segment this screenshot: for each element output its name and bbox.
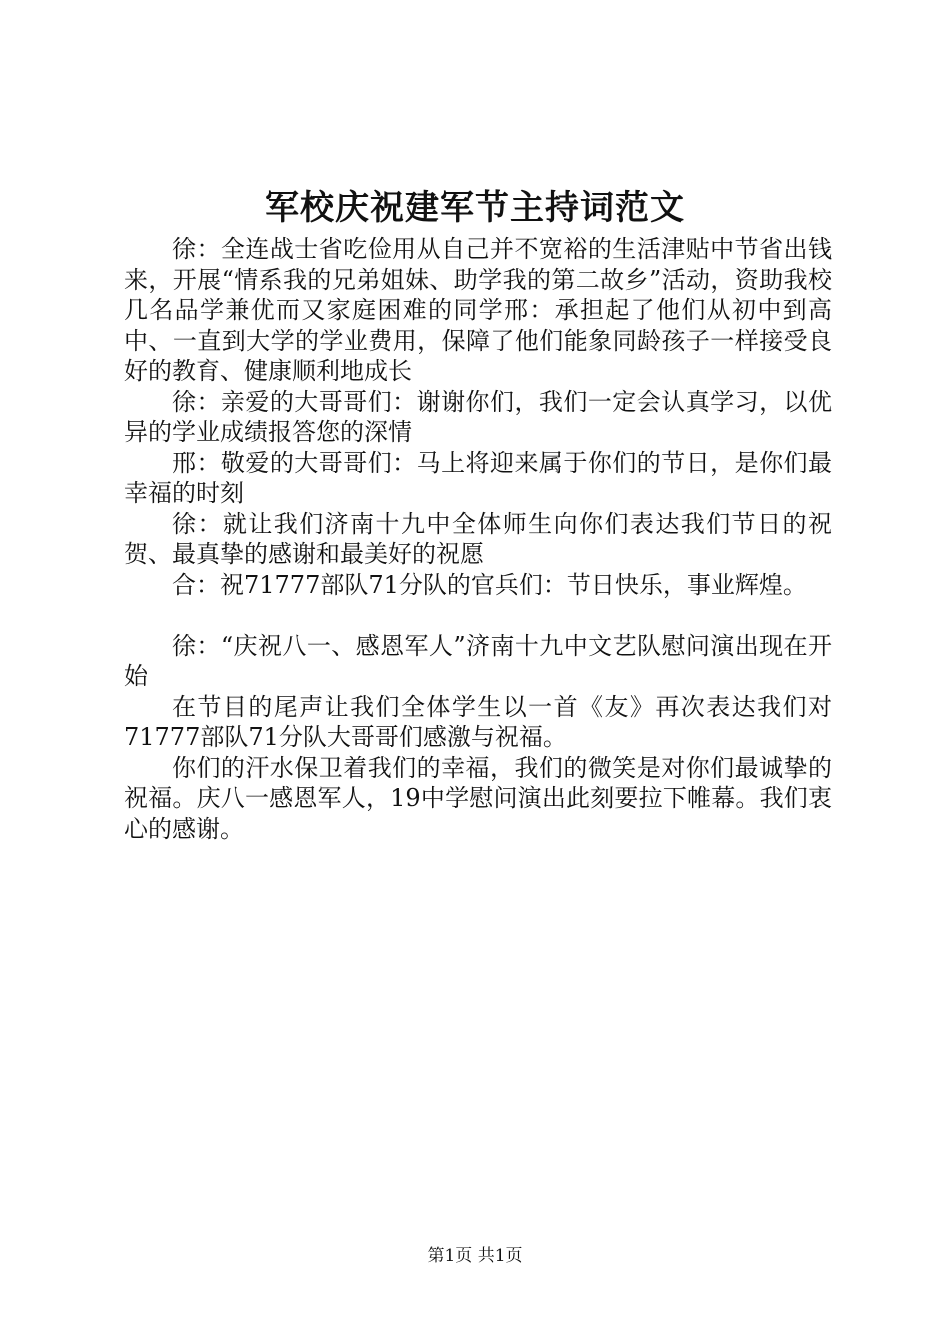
document-title: 军校庆祝建军节主持词范文 [265,188,685,228]
paragraph-2: 徐：亲爱的大哥哥们：谢谢你们，我们一定会认真学习，以优异的学业成绩报答您的深情 [124,387,832,446]
paragraph-3: 邢：敬爱的大哥哥们：马上将迎来属于你们的节日，是你们最幸福的时刻 [124,448,832,507]
paragraph-spacer [124,600,832,631]
paragraph-8: 你们的汗水保卫着我们的幸福，我们的微笑是对你们最诚挚的祝福。庆八一感恩军人，19中学慰问演出此刻要拉下帷幕。我们衷心的感谢。 [124,753,832,843]
paragraph-5: 合：祝71777部队71分队的官兵们：节日快乐，事业辉煌。 [172,570,807,599]
page-footer: 第1页 共1页 [427,1246,523,1266]
paragraph-4: 徐：就让我们济南十九中全体师生向你们表达我们节日的祝贺、最真挚的感谢和最美好的祝愿 [124,509,832,568]
paragraph-1: 徐：全连战士省吃俭用从自己并不宽裕的生活津贴中节省出钱来，开展“情系我的兄弟姐妹、助学我的第二故乡”活动，资助我校几名品学兼优而又家庭困难的同学邢：承担起了他们从初中到高中、一直到大学的学业费用，保障了他们能象同龄孩子一样接受良好的教育、健康顺利地成长 [124,235,832,385]
document-body [124,234,832,844]
paragraph-7: 在节目的尾声让我们全体学生以一首《友》再次表达我们对71777部队71分队大哥哥们感激与祝福。 [124,692,832,751]
paragraph-6: 徐：“庆祝八一、感恩军人”济南十九中文艺队慰问演出现在开始 [124,631,832,690]
